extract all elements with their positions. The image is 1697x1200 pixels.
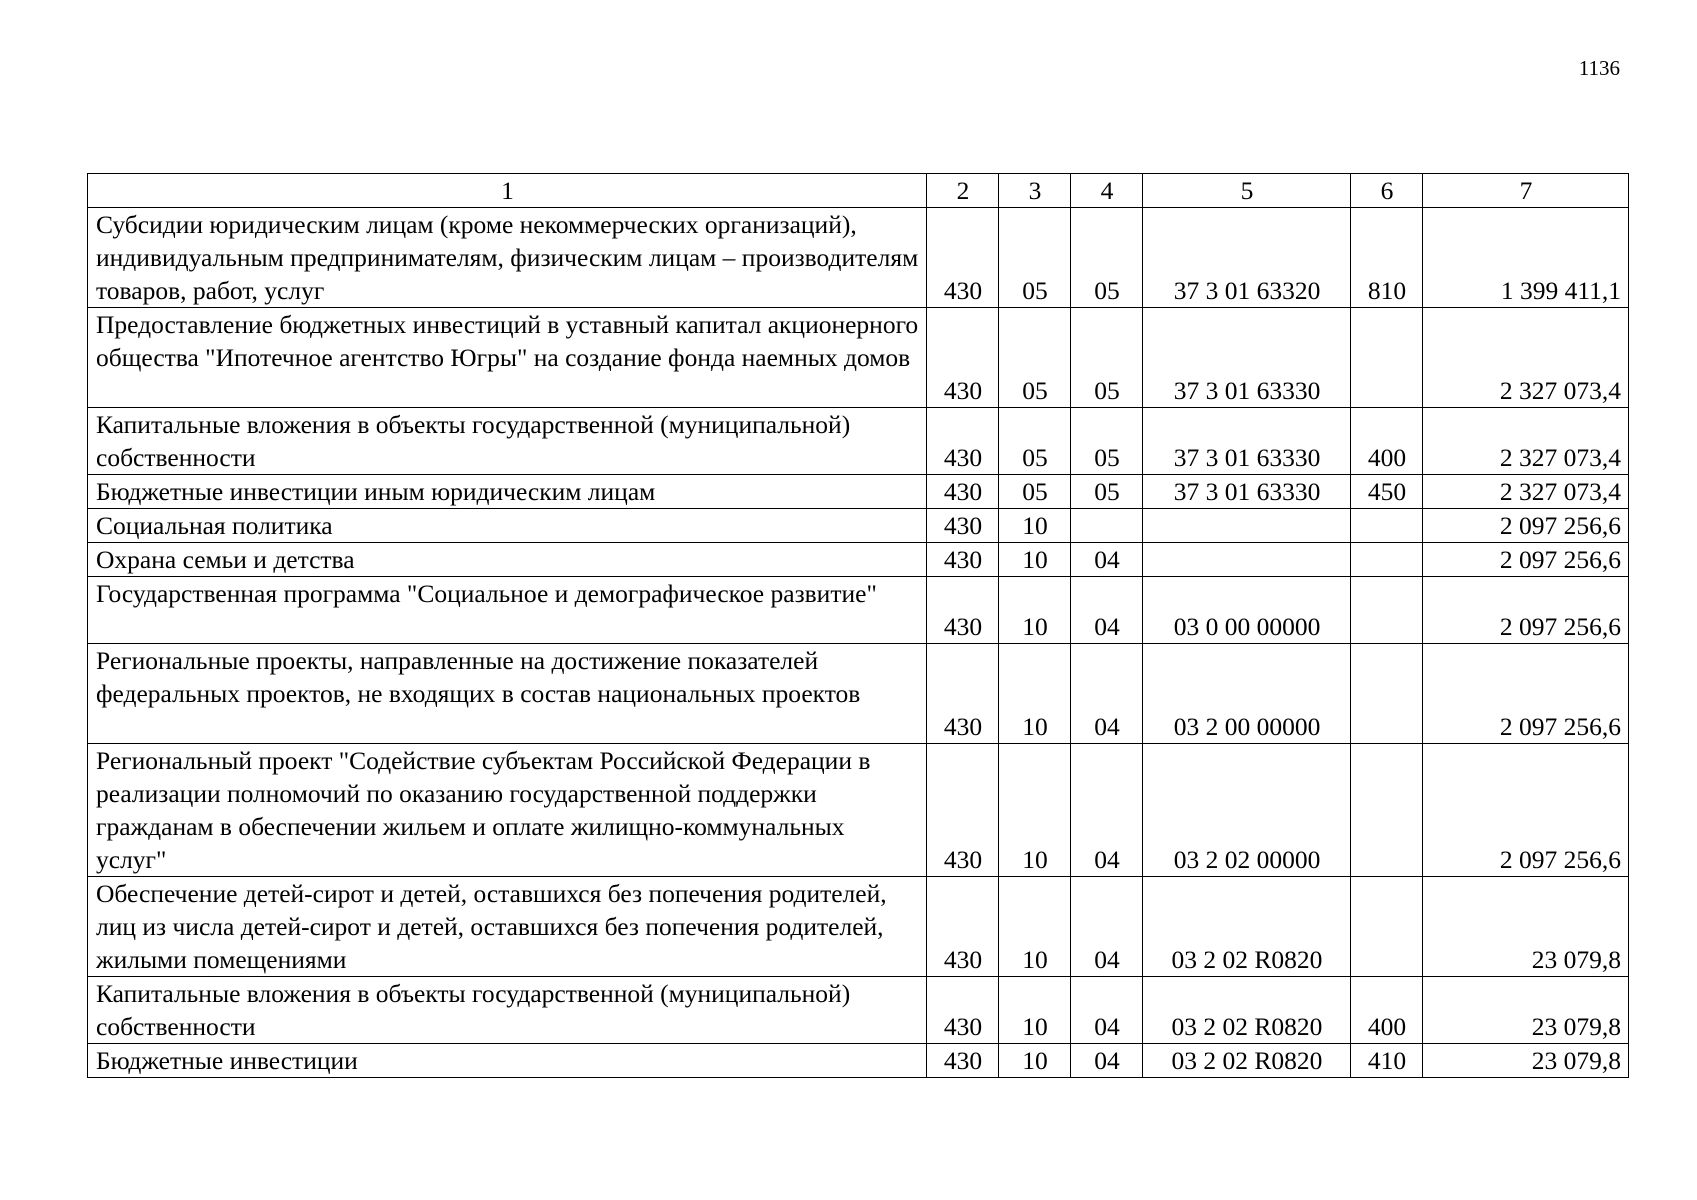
row-ved: 430 xyxy=(927,475,999,509)
table-row xyxy=(88,543,1629,577)
row-name: Бюджетные инвестиции xyxy=(88,1044,927,1078)
row-csr: 03 2 02 00000 xyxy=(1143,744,1351,877)
row-rz: 05 xyxy=(999,308,1071,408)
row-ved: 430 xyxy=(927,644,999,744)
page-number: 1136 xyxy=(1578,56,1620,80)
header-cell-2: 2 xyxy=(927,174,999,208)
header-cell-5: 5 xyxy=(1143,174,1351,208)
row-rz: 05 xyxy=(999,475,1071,509)
row-ved: 430 xyxy=(927,1044,999,1078)
row-sum: 2 327 073,4 xyxy=(1423,475,1629,509)
row-pr: 04 xyxy=(1071,577,1143,644)
row-ved: 430 xyxy=(927,977,999,1044)
row-ved: 430 xyxy=(927,509,999,543)
row-rz: 10 xyxy=(999,644,1071,744)
row-name: Обеспечение детей-сирот и детей, оставшихся без попечения родителей, лиц из числа детей-сирот и детей, оставшихся без попечения родителей, жилыми помещениями xyxy=(88,877,927,977)
row-sum: 2 097 256,6 xyxy=(1423,644,1629,744)
row-sum: 1 399 411,1 xyxy=(1423,208,1629,308)
row-name: Региональные проекты, направленные на достижение показателей федеральных проектов, не входящих в состав национальных проектов xyxy=(88,644,927,744)
row-sum: 2 097 256,6 xyxy=(1423,543,1629,577)
header-cell-4: 4 xyxy=(1071,174,1143,208)
row-pr: 05 xyxy=(1071,308,1143,408)
row-csr: 03 2 00 00000 xyxy=(1143,644,1351,744)
row-sum: 2 097 256,6 xyxy=(1423,509,1629,543)
row-csr: 37 3 01 63320 xyxy=(1143,208,1351,308)
row-ved: 430 xyxy=(927,208,999,308)
row-vr: 400 xyxy=(1351,977,1423,1044)
row-rz: 10 xyxy=(999,977,1071,1044)
row-ved: 430 xyxy=(927,744,999,877)
row-rz: 05 xyxy=(999,208,1071,308)
row-vr xyxy=(1351,543,1423,577)
row-ved: 430 xyxy=(927,543,999,577)
row-name: Охрана семьи и детства xyxy=(88,543,927,577)
row-pr: 04 xyxy=(1071,644,1143,744)
row-ved: 430 xyxy=(927,577,999,644)
row-name: Государственная программа "Социальное и демографическое развитие" xyxy=(88,577,927,644)
header-cell-3: 3 xyxy=(999,174,1071,208)
row-vr xyxy=(1351,509,1423,543)
row-sum: 2 097 256,6 xyxy=(1423,744,1629,877)
row-csr xyxy=(1143,509,1351,543)
row-pr: 04 xyxy=(1071,977,1143,1044)
row-sum: 2 327 073,4 xyxy=(1423,308,1629,408)
row-csr: 03 2 02 R0820 xyxy=(1143,977,1351,1044)
row-sum: 2 327 073,4 xyxy=(1423,408,1629,475)
row-name: Предоставление бюджетных инвестиций в уставный капитал акционерного общества "Ипотечное агентство Югры" на создание фонда наемных домов xyxy=(88,308,927,408)
row-name: Капитальные вложения в объекты государственной (муниципальной) собственности xyxy=(88,977,927,1044)
row-rz: 10 xyxy=(999,744,1071,877)
row-name: Капитальные вложения в объекты государственной (муниципальной) собственности xyxy=(88,408,927,475)
table-row xyxy=(88,877,1629,977)
row-rz: 10 xyxy=(999,877,1071,977)
table-header-row xyxy=(88,174,1629,208)
row-pr: 04 xyxy=(1071,877,1143,977)
row-vr xyxy=(1351,308,1423,408)
table-row xyxy=(88,408,1629,475)
row-csr: 37 3 01 63330 xyxy=(1143,475,1351,509)
table-row xyxy=(88,308,1629,408)
row-csr: 37 3 01 63330 xyxy=(1143,308,1351,408)
row-pr: 04 xyxy=(1071,1044,1143,1078)
row-ved: 430 xyxy=(927,877,999,977)
row-pr: 05 xyxy=(1071,475,1143,509)
row-csr xyxy=(1143,543,1351,577)
header-cell-6: 6 xyxy=(1351,174,1423,208)
row-name: Бюджетные инвестиции иным юридическим лицам xyxy=(88,475,927,509)
header-cell-1: 1 xyxy=(88,174,927,208)
row-csr: 03 2 02 R0820 xyxy=(1143,1044,1351,1078)
table-row xyxy=(88,509,1629,543)
row-sum: 23 079,8 xyxy=(1423,1044,1629,1078)
row-ved: 430 xyxy=(927,308,999,408)
row-ved: 430 xyxy=(927,408,999,475)
table-row xyxy=(88,644,1629,744)
row-pr xyxy=(1071,509,1143,543)
table-row xyxy=(88,1044,1629,1078)
row-sum: 2 097 256,6 xyxy=(1423,577,1629,644)
row-name: Субсидии юридическим лицам (кроме некоммерческих организаций), индивидуальным предпринимателям, физическим лицам – производителям товаров, работ, услуг xyxy=(88,208,927,308)
table-row xyxy=(88,744,1629,877)
row-name: Региональный проект "Содействие субъектам Российской Федерации в реализации полномочий по оказанию государственной поддержки гражданам в обеспечении жильем и оплате жилищно-коммунальных услуг" xyxy=(88,744,927,877)
row-vr xyxy=(1351,644,1423,744)
row-sum: 23 079,8 xyxy=(1423,877,1629,977)
table-row xyxy=(88,977,1629,1044)
row-rz: 10 xyxy=(999,543,1071,577)
table-row xyxy=(88,577,1629,644)
row-vr: 810 xyxy=(1351,208,1423,308)
row-vr: 450 xyxy=(1351,475,1423,509)
row-vr xyxy=(1351,744,1423,877)
row-rz: 10 xyxy=(999,577,1071,644)
row-sum: 23 079,8 xyxy=(1423,977,1629,1044)
budget-table xyxy=(87,173,1629,1078)
row-csr: 37 3 01 63330 xyxy=(1143,408,1351,475)
row-csr: 03 0 00 00000 xyxy=(1143,577,1351,644)
row-pr: 05 xyxy=(1071,208,1143,308)
row-pr: 05 xyxy=(1071,408,1143,475)
row-vr: 410 xyxy=(1351,1044,1423,1078)
row-rz: 10 xyxy=(999,509,1071,543)
table-row xyxy=(88,475,1629,509)
row-pr: 04 xyxy=(1071,744,1143,877)
row-csr: 03 2 02 R0820 xyxy=(1143,877,1351,977)
row-vr xyxy=(1351,877,1423,977)
row-rz: 10 xyxy=(999,1044,1071,1078)
table-row xyxy=(88,208,1629,308)
header-cell-7: 7 xyxy=(1423,174,1629,208)
row-pr: 04 xyxy=(1071,543,1143,577)
row-rz: 05 xyxy=(999,408,1071,475)
row-vr xyxy=(1351,577,1423,644)
row-vr: 400 xyxy=(1351,408,1423,475)
row-name: Социальная политика xyxy=(88,509,927,543)
